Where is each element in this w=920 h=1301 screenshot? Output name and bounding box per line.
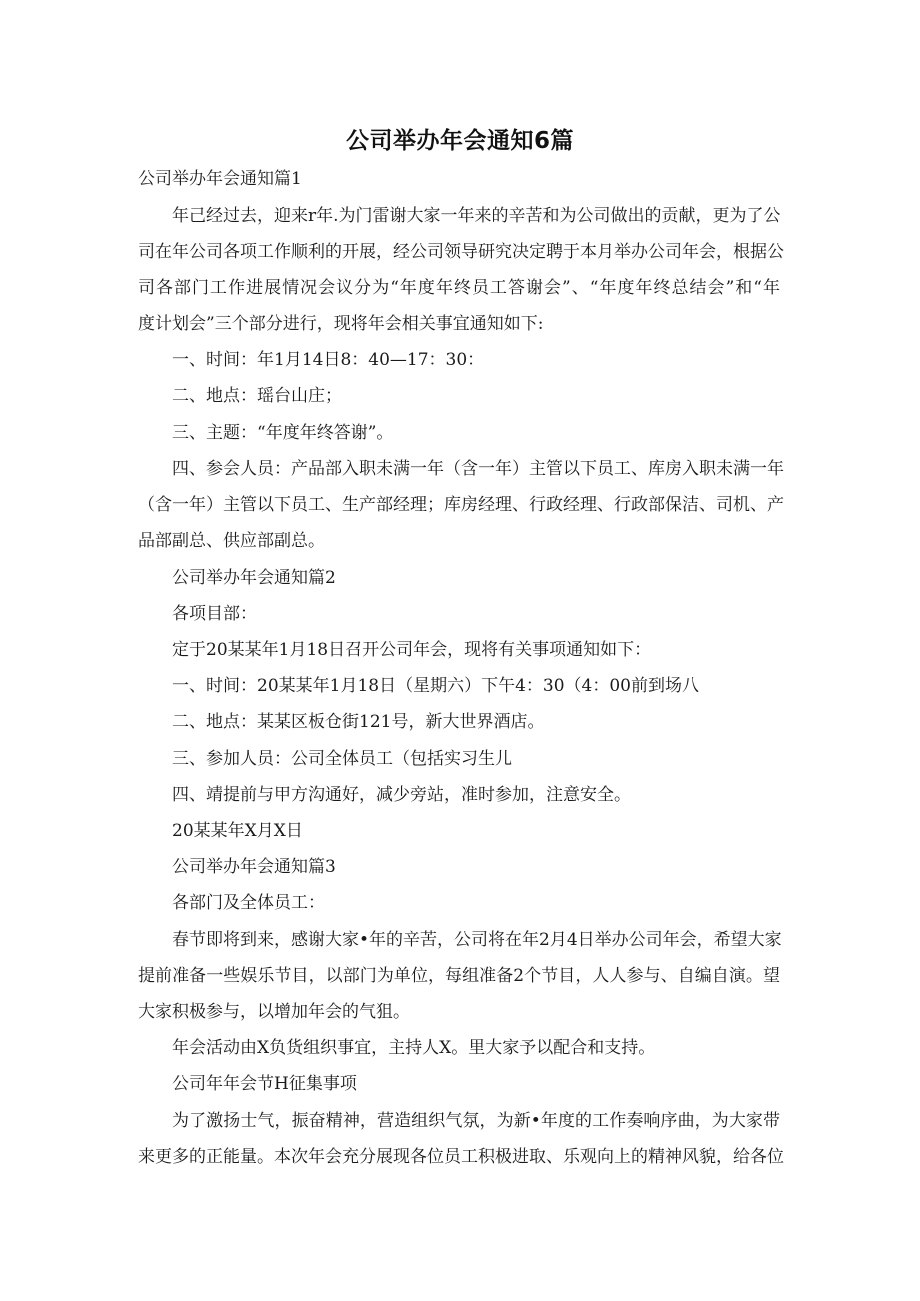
list-item: 一、时间：年1月14日8：40—17：30： (172, 350, 485, 370)
list-item: 二、地点：瑶台山庄； (172, 386, 342, 406)
paragraph-line: （含一年）主管以下员工、生产部经理；库房经理、行政经理、行政部保洁、司机、产 (138, 495, 784, 515)
paragraph-line: 提前准备一些娱乐节目，以部门为单位，每组准备2个节目，人人参与、自编自演。望 (138, 966, 780, 986)
date-line: 20某某年X月X日 (172, 821, 303, 841)
list-item: 三、参加人员：公司全体员工（包括实习生儿 (172, 749, 512, 769)
paragraph-line: 春节即将到来，感谢大家•年的辛苦，公司将在年2月4日举办公司年会，希望大家 (172, 930, 782, 950)
paragraph-line: 大家积极参与，以增加年会的气狙。 (138, 1002, 410, 1022)
list-item: 二、地点：某某区板仓街121号，新大世界酒店。 (172, 712, 545, 732)
list-item: 四、参会人员：产品部入职未满一年（含一年）主管以下员工、库房入职未满一年 (172, 459, 784, 479)
paragraph-line: 年己经过去，迎来r年.为门雷谢大家一年来的辛苦和为公司做出的贡献，更为了公 (172, 206, 781, 226)
list-item: 一、时间：20某某年1月18日（星期六）下午4：30（4：00前到场八 (172, 676, 699, 696)
section-heading-2: 公司举办年会通知篇2 (172, 568, 336, 588)
paragraph-line: 定于20某某年1月18日召开公司年会，现将有关事项通知如下： (172, 640, 652, 660)
salutation: 各部门及全体员工： (172, 893, 325, 913)
section-heading-4: 公司年年会节H征集事项 (172, 1074, 357, 1094)
paragraph-line: 度计划会”三个部分进行，现将年会相关事宜通知如下: (138, 314, 544, 334)
paragraph-line: 来更多的正能量。本次年会充分展现各位员工积极进取、乐观向上的精神风貌，给各位 (138, 1147, 784, 1167)
salutation: 各项目部： (172, 604, 257, 624)
document-title: 公司举办年会通知6篇 (345, 128, 574, 154)
list-item: 四、靖提前与甲方沟通好，减少旁站，准时参加，注意安全。 (172, 785, 631, 805)
list-item: 三、主题：“年度年终答谢”。 (172, 423, 394, 443)
paragraph-line: 为了激扬士气，振奋精神，营造组织气氛，为新•年度的工作奏响序曲，为大家带 (172, 1111, 780, 1131)
section-heading-3: 公司举办年会通知篇3 (172, 857, 336, 877)
paragraph-line: 品部副总、供应部副总。 (138, 531, 325, 551)
section-heading-1: 公司举办年会通知篇1 (138, 169, 302, 189)
paragraph-line: 司各部门工作进展情况会议分为“年度年终员工答谢会”、“年度年终总结会”和“年 (138, 278, 780, 298)
paragraph-line: 司在年公司各项工作顺利的开展，经公司领导研究决定聘于本月举办公司年会，根据公 (138, 242, 784, 262)
paragraph-line: 年会活动由X负货组织事宜，主持人X。里大家予以配合和支持。 (172, 1038, 656, 1058)
